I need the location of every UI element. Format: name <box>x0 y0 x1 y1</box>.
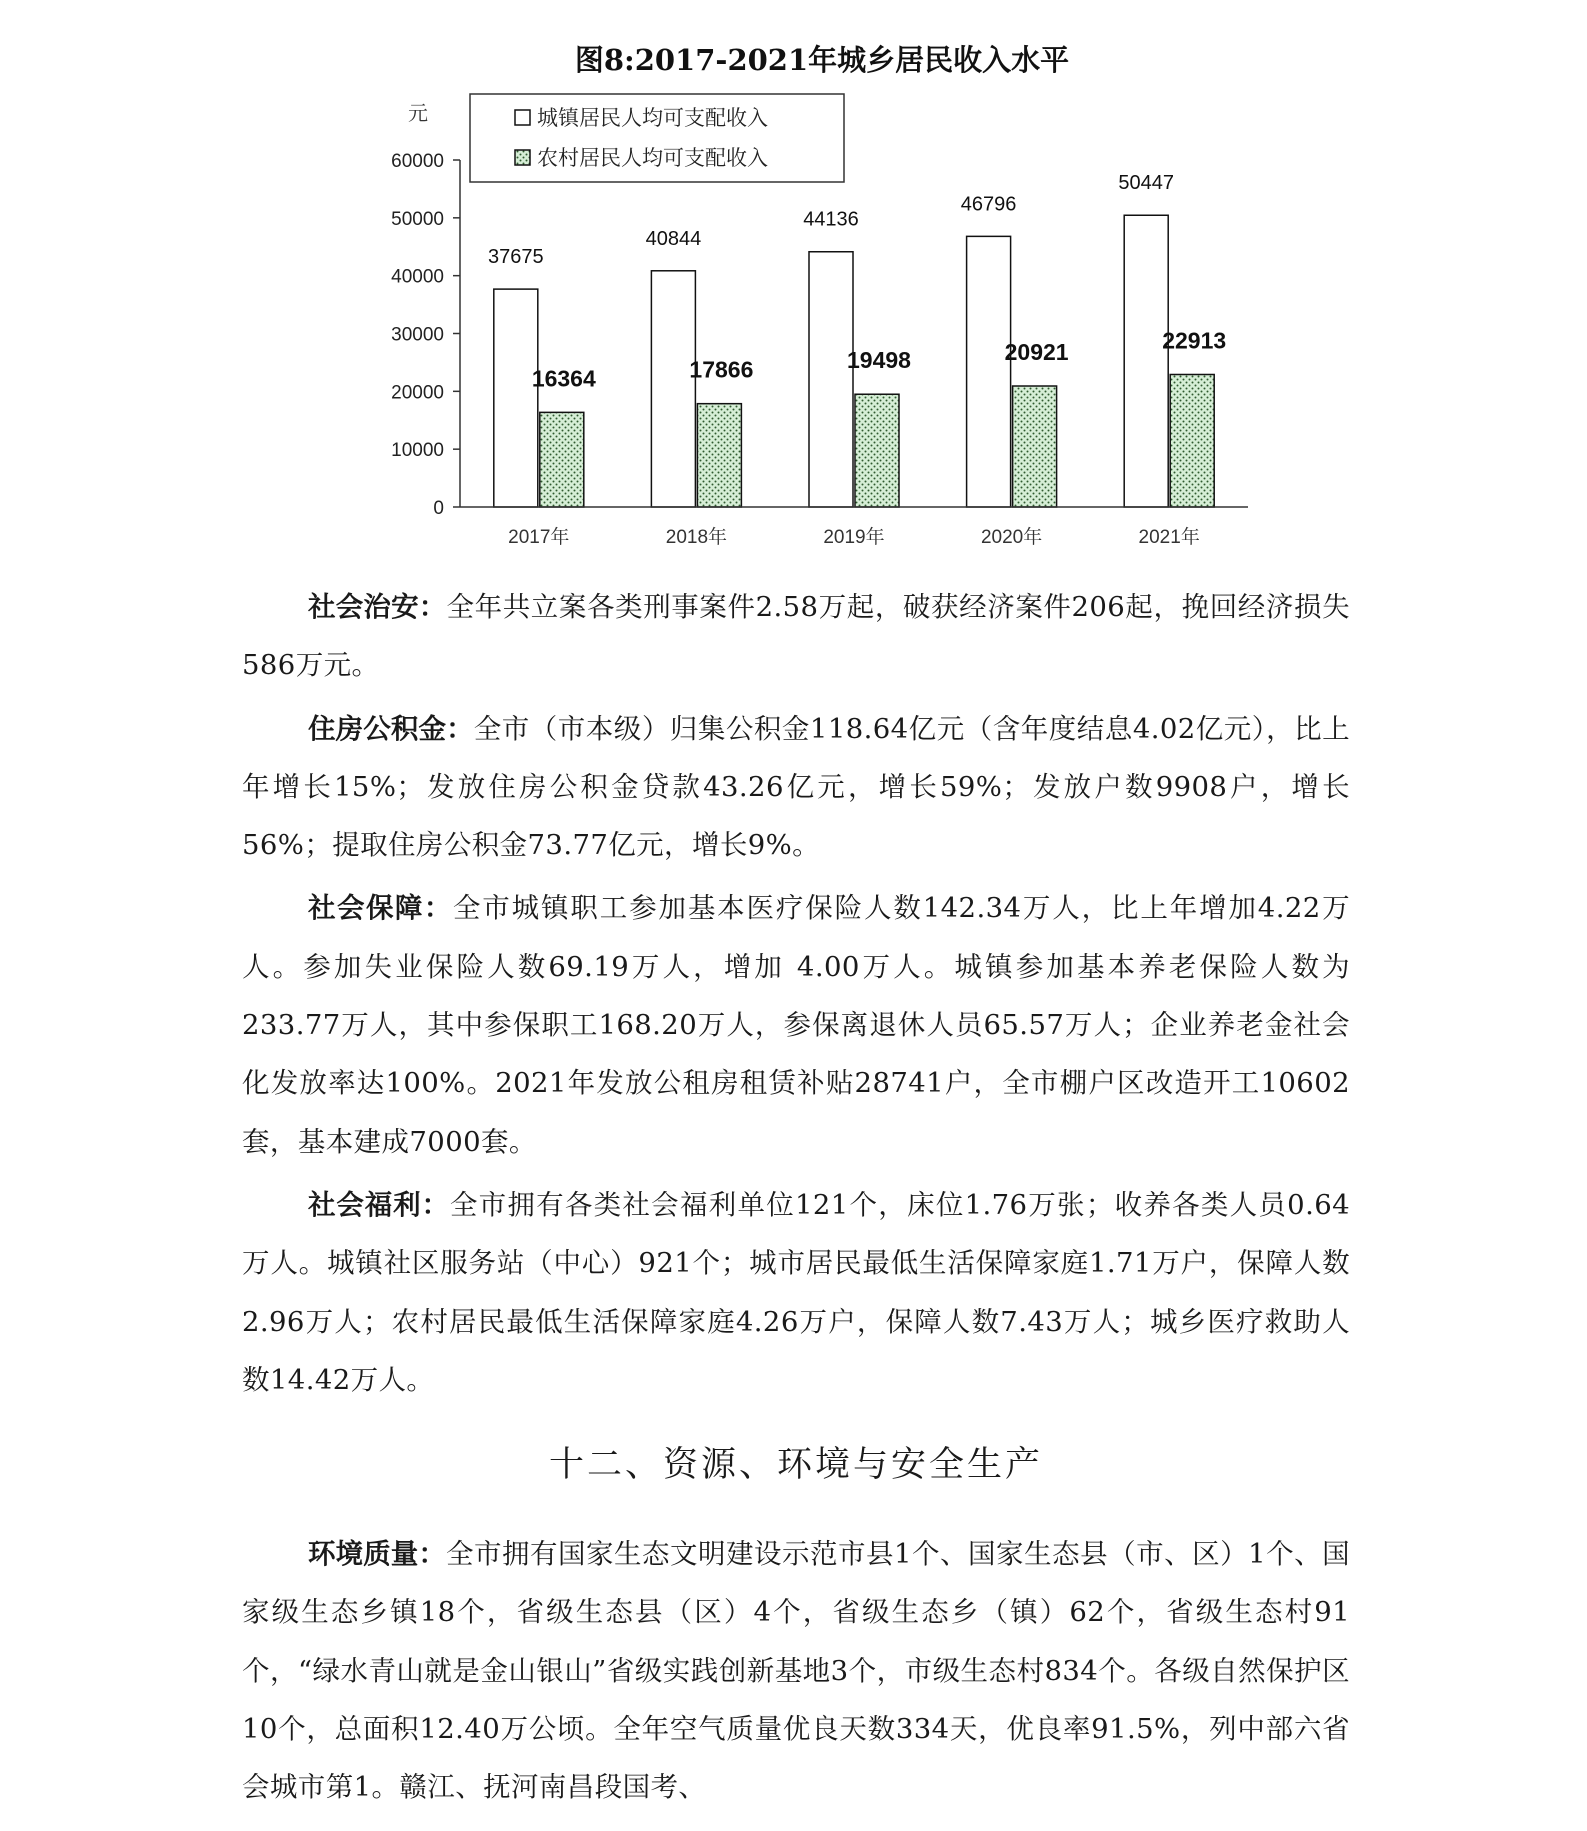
paragraph-heading: 社会治安： <box>308 591 447 623</box>
x-category-label: 2019年 <box>823 527 885 548</box>
legend-label-urban: 城镇居民人均可支配收入 <box>537 106 768 130</box>
x-category-label: 2021年 <box>1138 527 1200 548</box>
bar-urban <box>651 271 695 507</box>
paragraph-heading: 环境质量： <box>308 1538 447 1571</box>
data-label-rural: 16364 <box>531 365 596 392</box>
document-body <box>242 578 1350 1822</box>
y-tick-label: 20000 <box>391 382 444 404</box>
legend <box>470 94 844 182</box>
paragraph-body: 全市城镇职工参加基本医疗保险人数142.34万人，比上年增加4.22万人。参加失业保险人数69.19万人，增加 4.00万人。城镇参加基本养老保险人数为233.77万人，其中参保职工168.20万人，参保离退休人员65.57万人；企业养老金社会化发放率达100%。2021年发放公租房租赁补贴28741户，全市棚户区改造开工10602套，基本建成7000套。 <box>242 892 1351 1158</box>
paragraph-heading: 社会福利： <box>308 1188 450 1221</box>
paragraph-body: 全年共立案各类刑事案件2.58万起，破获经济案件206起，挽回经济损失586万元。 <box>242 591 1351 682</box>
y-tick-label: 30000 <box>391 324 444 346</box>
data-label-rural: 19498 <box>847 347 911 374</box>
paragraph-heading: 社会保障： <box>308 892 453 925</box>
y-tick-label: 0 <box>433 498 444 519</box>
paragraph-body: 全市拥有各类社会福利单位121个，床位1.76万张；收养各类人员0.64万人。城镇社区服务站（中心）921个；城市居民最低生活保障家庭1.71万户，保障人数2.96万人；农村居民最低生活保障家庭4.26万户，保障人数7.43万人；城乡医疗救助人数14.42万人。 <box>242 1188 1350 1396</box>
data-label-urban: 37675 <box>487 246 544 269</box>
bar-urban <box>809 252 853 507</box>
paragraph-public-security <box>242 578 1350 695</box>
y-tick-label: 50000 <box>391 208 444 230</box>
paragraph-heading: 住房公积金： <box>308 712 474 745</box>
section-title: 十二、资源、环境与安全生产 <box>548 1445 1043 1486</box>
x-category-label: 2017年 <box>508 527 570 548</box>
chart-title: 图8:2017-2021年城乡居民收入水平 <box>574 43 1070 77</box>
bar-urban <box>494 289 538 507</box>
income-chart <box>0 0 1587 570</box>
bar-rural <box>697 404 741 507</box>
paragraph-environment <box>242 1525 1350 1816</box>
paragraph-body: 全市拥有国家生态文明建设示范市县1个、国家生态县（市、区）1个、国家级生态乡镇18个，省级生态县（区）4个，省级生态乡（镇）62个，省级生态村91个，“绿水青山就是金山银山”省级实践创新基地3个，市级生态村834个。各级自然保护区10个，总面积12.40万公顷。全年空气质量优良天数334天，优良率91.5%，列中部六省会城市第1。赣江、抚河南昌段国考、 <box>242 1538 1350 1804</box>
x-category-label: 2020年 <box>980 527 1043 548</box>
data-label-urban: 44136 <box>803 208 859 231</box>
paragraph-body: 全市（市本级）归集公积金118.64亿元（含年度结息4.02亿元），比上年增长15%；发放住房公积金贷款43.26亿元，增长59%；发放户数9908户，增长56%；提取住房公积金73.77亿元，增长9%。 <box>242 712 1351 862</box>
data-label-urban: 50447 <box>1118 172 1175 195</box>
paragraph-social-welfare <box>242 1176 1350 1409</box>
paragraph-housing-fund <box>242 700 1350 875</box>
y-tick-label: 40000 <box>391 266 444 288</box>
data-label-rural: 20921 <box>1004 339 1069 366</box>
bar-urban <box>1124 215 1168 507</box>
data-label-rural: 22913 <box>1162 327 1227 354</box>
legend-swatch-urban <box>515 110 530 125</box>
paragraph-social-security <box>242 879 1350 1170</box>
x-category-label: 2018年 <box>665 527 728 548</box>
bar-rural <box>1013 386 1057 507</box>
y-tick-label: 10000 <box>391 440 444 462</box>
data-label-urban: 46796 <box>960 193 1017 216</box>
bar-rural <box>540 412 584 507</box>
y-tick-label: 60000 <box>391 151 444 172</box>
y-axis-unit: 元 <box>408 101 428 125</box>
legend-swatch-rural <box>515 150 530 165</box>
bar-rural <box>855 394 899 507</box>
bar-rural <box>1170 374 1214 507</box>
data-label-rural: 17866 <box>689 356 754 383</box>
data-label-urban: 40844 <box>645 227 702 250</box>
bar-urban <box>967 236 1011 507</box>
legend-label-rural: 农村居民人均可支配收入 <box>537 146 768 170</box>
